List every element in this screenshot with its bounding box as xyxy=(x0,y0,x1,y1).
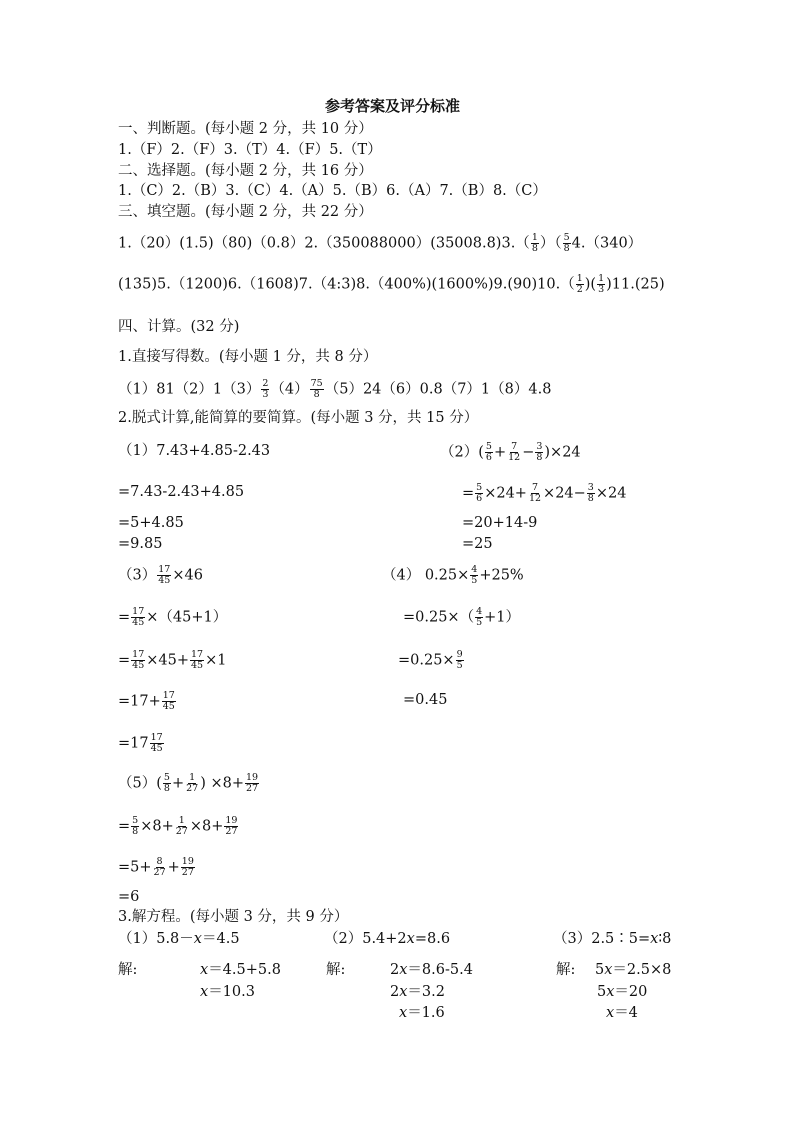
text: ＝4.5 xyxy=(201,931,240,947)
text: = xyxy=(118,609,131,626)
fraction: $\frac{7}{12}$ xyxy=(508,441,521,463)
text: ×24 xyxy=(595,485,627,502)
text: 4.（340） xyxy=(571,235,643,252)
p4-step-3: =0.45 xyxy=(403,692,448,708)
text: (135)5.（1200)6.（1608)7.（4:3)8.（400%)(1600%)9.(90)10.（ xyxy=(118,276,575,293)
text: )( xyxy=(584,276,597,293)
p5-step-1 xyxy=(118,816,239,837)
fraction: $\frac{75}{8}$ xyxy=(310,378,323,400)
p4-step-1 xyxy=(403,607,520,628)
e1-step-2 xyxy=(200,983,255,1001)
fraction: $\frac{3}{8}$ xyxy=(587,482,594,504)
fraction: $\frac{2}{3}$ xyxy=(262,378,269,400)
variable-x: x xyxy=(606,984,615,1000)
fraction: $\frac{1}{27}$ xyxy=(186,772,199,794)
e3-step-1 xyxy=(595,961,671,979)
sub-1-answers xyxy=(118,379,551,400)
text: ∶8 xyxy=(658,931,672,947)
fraction: $\frac{4}{5}$ xyxy=(471,564,478,586)
variable-x: x xyxy=(200,962,209,978)
text: ×8+ xyxy=(140,818,174,835)
variable-x: x xyxy=(399,984,408,1000)
p4-step-2 xyxy=(398,650,465,671)
fraction: $\frac{8}{27}$ xyxy=(153,856,166,878)
text: = xyxy=(118,652,131,669)
variable-x: x xyxy=(193,931,202,947)
e3-step-2 xyxy=(597,983,647,1001)
fraction: $\frac{4}{5}$ xyxy=(476,606,483,628)
sub-3-heading: 3.解方程。(每小题 3 分，共 9 分） xyxy=(118,909,349,925)
text: + xyxy=(493,444,507,461)
fraction: $\frac{17}{45}$ xyxy=(191,649,204,671)
text: =17+ xyxy=(118,693,161,710)
text: + xyxy=(167,859,180,876)
variable-x: x xyxy=(200,984,209,1000)
e1-question xyxy=(118,930,240,948)
text: = xyxy=(118,818,131,835)
e1-jie: 解: xyxy=(118,962,138,978)
text: =0.25× xyxy=(398,652,455,669)
sub-2-heading: 2.脱式计算,能简算的要简算。(每小题 3 分，共 15 分） xyxy=(118,410,479,426)
text: )×24 xyxy=(544,444,581,461)
fraction: $\frac{19}{27}$ xyxy=(225,815,238,837)
text: （4） 0.25× xyxy=(382,567,470,584)
variable-x: x xyxy=(604,962,613,978)
fraction: $\frac{17}{45}$ xyxy=(158,564,171,586)
p2-question xyxy=(440,442,581,463)
fraction: $\frac{3}{8}$ xyxy=(536,441,543,463)
section-2-answers: 1.（C）2.（B）3.（C）4.（A）5.（B）6.（A）7.（B）8.（C） xyxy=(118,183,547,199)
e3-step-3 xyxy=(606,1004,638,1022)
p3-step-4 xyxy=(118,733,165,754)
text: ×24− xyxy=(543,485,586,502)
p5-step-3: =6 xyxy=(118,889,140,905)
fraction: $\frac{1}{8}$ xyxy=(531,232,538,254)
e2-step-3 xyxy=(399,1004,445,1022)
section-1-heading: 一、判断题。(每小题 2 分，共 10 分） xyxy=(118,121,373,137)
e3-question xyxy=(553,930,671,948)
text: ×45+ xyxy=(146,652,189,669)
section-4-heading: 四、计算。(32 分) xyxy=(118,319,240,335)
variable-x: x xyxy=(606,1005,615,1021)
text: +25% xyxy=(479,567,524,584)
text: （4） xyxy=(270,381,309,398)
text: ×8+ xyxy=(189,818,224,835)
text: ＝4 xyxy=(614,1005,638,1021)
text: ×（45+1） xyxy=(146,609,228,626)
text: ×1 xyxy=(205,652,227,669)
variable-x: x xyxy=(399,962,408,978)
p1-step-3: =9.85 xyxy=(118,536,163,552)
p5-step-2 xyxy=(118,857,196,878)
p2-step-1 xyxy=(462,483,626,504)
text: 2 xyxy=(390,962,400,978)
fraction: $\frac{1}{2}$ xyxy=(576,273,583,295)
text: )11.(25) xyxy=(606,276,665,293)
section-3-line-2 xyxy=(118,274,665,295)
p3-step-2 xyxy=(118,650,226,671)
text: + xyxy=(171,775,185,792)
e2-question xyxy=(324,930,450,948)
text: ×46 xyxy=(172,567,203,584)
text: = xyxy=(462,485,475,502)
text: ）（ xyxy=(539,235,562,252)
fraction: $\frac{5}{8}$ xyxy=(132,815,139,837)
p1-question: （1）7.43+4.85-2.43 xyxy=(118,443,271,459)
text: （2）( xyxy=(440,444,484,461)
e3-jie: 解: xyxy=(556,962,576,978)
variable-x: x xyxy=(406,931,415,947)
text: （1）5.8－ xyxy=(118,931,194,947)
sub-1-heading: 1.直接写得数。(每小题 1 分，共 8 分） xyxy=(118,349,378,365)
fraction: $\frac{17}{45}$ xyxy=(150,732,163,754)
fraction: $\frac{17}{45}$ xyxy=(132,606,145,628)
text: 5 xyxy=(595,962,605,978)
text: =8.6 xyxy=(414,931,451,947)
section-2-heading: 二、选择题。(每小题 2 分，共 16 分） xyxy=(118,163,373,179)
fraction: $\frac{5}{8}$ xyxy=(563,232,570,254)
fraction: $\frac{19}{27}$ xyxy=(245,772,259,794)
section-1-answers: 1.（F）2.（F）3.（T）4.（F）5.（T） xyxy=(118,142,382,158)
text: ＝3.2 xyxy=(407,984,445,1000)
section-3-heading: 三、填空题。(每小题 2 分，共 22 分） xyxy=(118,204,373,220)
e1-step-1 xyxy=(200,961,281,979)
text: （3） xyxy=(118,567,157,584)
text: =17 xyxy=(118,735,149,752)
fraction: $\frac{5}{6}$ xyxy=(485,441,492,463)
variable-x: x xyxy=(650,931,659,947)
text: 1.（20）(1.5)（80)（0.8）2.（350088000）(35008.8)3.（ xyxy=(118,235,530,252)
fraction: $\frac{7}{12}$ xyxy=(528,482,542,504)
e2-step-2 xyxy=(390,983,445,1001)
text: ＝1.6 xyxy=(407,1005,445,1021)
p3-step-3 xyxy=(118,691,177,712)
fraction: $\frac{19}{27}$ xyxy=(181,856,194,878)
e2-jie: 解: xyxy=(326,962,346,978)
fraction: $\frac{17}{45}$ xyxy=(162,690,175,712)
p2-step-2: =20+14-9 xyxy=(462,515,538,531)
text: （1）81（2）1（3） xyxy=(118,381,261,398)
p1-step-2: =5+4.85 xyxy=(118,515,184,531)
p4-question xyxy=(382,565,524,586)
text: （3）2.5∶5= xyxy=(553,931,651,947)
text: − xyxy=(522,444,535,461)
text: （5）24（6）0.8（7）1（8）4.8 xyxy=(324,381,552,398)
text: ＝2.5×8 xyxy=(612,962,672,978)
section-3-line-1 xyxy=(118,233,642,254)
text: 5 xyxy=(597,984,607,1000)
text: ) ×8+ xyxy=(200,775,244,792)
fraction: $\frac{17}{45}$ xyxy=(132,649,145,671)
text: ×24+ xyxy=(484,485,527,502)
p5-question xyxy=(118,773,260,794)
p3-step-1 xyxy=(118,607,227,628)
variable-x: x xyxy=(399,1005,408,1021)
text: ＝4.5+5.8 xyxy=(208,962,281,978)
text: ＝8.6-5.4 xyxy=(407,962,473,978)
p2-step-3: =25 xyxy=(462,536,493,552)
e2-step-1 xyxy=(390,961,473,979)
text: ＝10.3 xyxy=(208,984,255,1000)
text: +1） xyxy=(484,609,521,626)
fraction: $\frac{1}{27}$ xyxy=(175,815,188,837)
p1-step-1: =7.43-2.43+4.85 xyxy=(118,484,245,500)
text: =0.25×（ xyxy=(403,609,475,626)
fraction: $\frac{5}{8}$ xyxy=(163,772,170,794)
page-title: 参考答案及评分标准 xyxy=(325,97,461,115)
text: （2）5.4+2 xyxy=(324,931,407,947)
fraction: $\frac{9}{5}$ xyxy=(456,649,463,671)
text: ＝20 xyxy=(614,984,648,1000)
text: （5）( xyxy=(118,775,162,792)
fraction: $\frac{5}{6}$ xyxy=(476,482,483,504)
p3-question xyxy=(118,565,203,586)
fraction: $\frac{1}{3}$ xyxy=(598,273,605,295)
text: 2 xyxy=(390,984,400,1000)
text: =5+ xyxy=(118,859,152,876)
